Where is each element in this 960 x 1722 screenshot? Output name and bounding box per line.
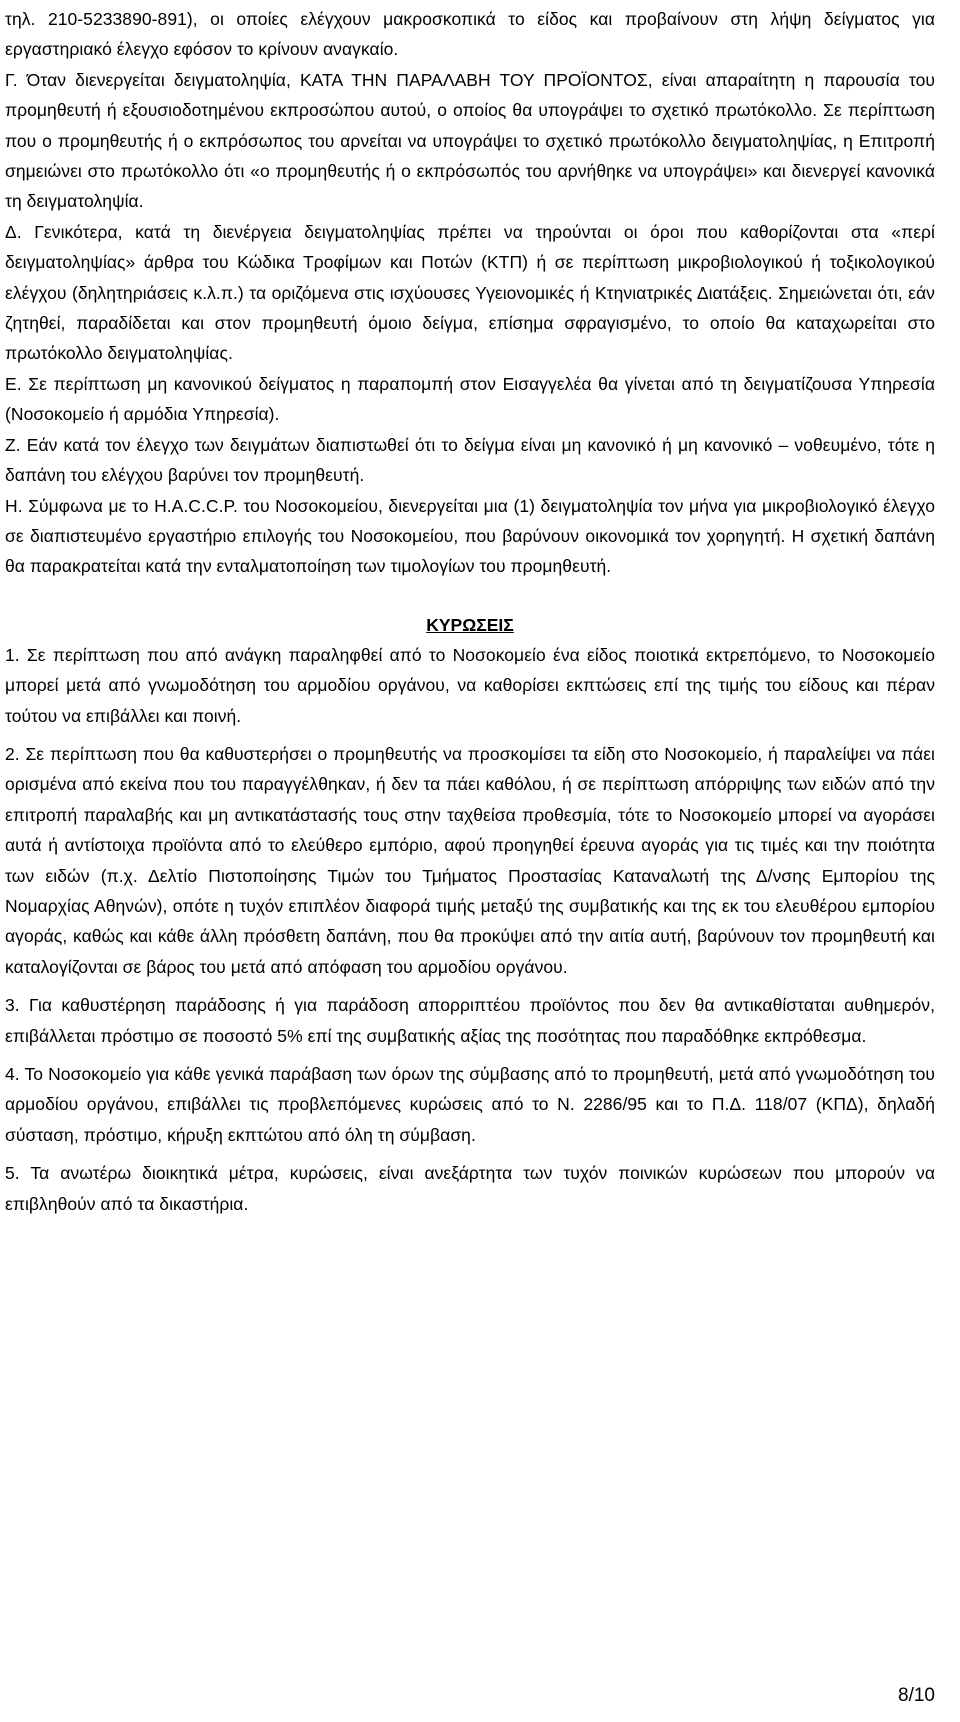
sanction-item-3: 3. Για καθυστέρηση παράδοσης ή για παράδοση απορριπτέου προϊόντος που δεν θα αντικαθίσταται αυθημερόν, επιβάλλεται πρόστιμο σε ποσοστό 5% επί της συμβατικής αξίας της ποσότητας που παραδόθηκε εκπρόθεσμα. xyxy=(5,995,935,1046)
sanction-item-5: 5. Τα ανωτέρω διοικητικά μέτρα, κυρώσεις, είναι ανεξάρτητα των τυχόν ποινικών κυρώσεων που μπορούν να επιβληθούν από τα δικαστήρια. xyxy=(5,1163,935,1214)
sanction-item-1: 1. Σε περίπτωση που από ανάγκη παραληφθεί από το Νοσοκομείο ένα είδος ποιοτικά εκτρεπόμενο, το Νοσοκομείο μπορεί μετά από γνωμοδότηση του αρμοδίου οργάνου, να καθορίσει εκπτώσεις επί της τιμής του είδους και πέραν τούτου να επιβάλλει και ποινή. xyxy=(5,644,935,726)
paragraph-epsilon: Ε. Σε περίπτωση μη κανονικού δείγματος η παραπομπή στον Εισαγγελέα θα γίνεται από τη δειγματίζουσα Υπηρεσία (Νοσοκομείο ή αρμόδια Υπηρεσία). xyxy=(5,373,935,425)
sanctions-heading: ΚΥΡΩΣΕΙΣ xyxy=(426,614,514,635)
paragraph-zeta: Ζ. Εάν κατά τον έλεγχο των δειγμάτων διαπιστωθεί ότι το δείγμα είναι μη κανονικό ή μη κανονικό – νοθευμένο, τότε η δαπάνη του ελέγχου βαρύνει τον προμηθευτή. xyxy=(5,434,935,486)
paragraph-phone-continuation: τηλ. 210-5233890-891), οι οποίες ελέγχουν μακροσκοπικά το είδος και προβαίνουν στη λήψη δείγματος για εργαστηριακό έλεγχο εφόσον το κρίνουν αναγκαίο. xyxy=(5,9,935,60)
paragraph-delta: Δ. Γενικότερα, κατά τη διενέργεια δειγματοληψίας πρέπει να τηρούνται οι όροι που καθορίζονται στα «περί δειγματοληψίας» άρθρα του Κώδικα Τροφίμων και Ποτών (ΚΤΠ) ή σε περίπτωση μικροβιολογικού ή τοξικολογικού ελέγχου (δηλητηριάσεις κ.λ.π.) τα οριζόμενα στις ισχύουσες Υγειονομικές ή Κτηνιατρικές Διατάξεις. Σημειώνεται ότι, εάν ζητηθεί, παραδίδεται και στον προμηθευτή όμοιο δείγμα, επίσημα σφραγισμένο, το οποίο θα καταχωρείται στο πρωτόκολλο δειγματοληψίας. xyxy=(5,221,935,364)
sanction-item-4: 4. Το Νοσοκομείο για κάθε γενικά παράβαση των όρων της σύμβασης από το προμηθευτή, μετά από γνωμοδότηση του αρμοδίου οργάνου, επιβάλλει τις προβλεπόμενες κυρώσεις από το Ν. 2286/95 και το Π.Δ. 118/07 (ΚΠΔ), δηλαδή σύσταση, πρόστιμο, κήρυξη εκπτώτου από όλη τη σύμβαση. xyxy=(5,1064,935,1145)
sanction-item-2: 2. Σε περίπτωση που θα καθυστερήσει ο προμηθευτής να προσκομίσει τα είδη στο Νοσοκομείο, ή παραλείψει να πάει ορισμένα από εκείνα που του παραγγέλθηκαν, ή δεν τα πάει καθόλου, ή σε περίπτωση απόρριψης των ειδών από την επιτροπή παραλαβής και μη αντικατάστασής τους στην ταχθείσα προθεσμία, τότε το Νοσοκομείο μπορεί να αγοράσει αυτά ή αντίστοιχα προϊόντα από το ελεύθερο εμπόριο, αφού προηγηθεί έρευνα αγοράς για τις τιμές και την ποιότητα των ειδών (π.χ. Δελτίο Πιστοποίησης Τιμών του Τμήματος Προστασίας Καταναλωτή της Δ/νσης Εμπορίου της Νομαρχίας Αθηνών), οπότε η τυχόν επιπλέον διαφορά τιμής μεταξύ της συμβατικής και της εκ του ελευθέρου εμπορίου αγοράς, καθώς και κάθε άλλη πρόσθετη δαπάνη, που θα προκύψει από την αιτία αυτή, βαρύνουν τον προμηθευτή και καταλογίζονται σε βάρος του μετά από απόφαση του αρμοδίου οργάνου. xyxy=(5,743,935,977)
paragraph-eta: Η. Σύμφωνα με το H.A.C.C.P. του Νοσοκομείου, διενεργείται μια (1) δειγματοληψία τον μήνα για μικροβιολογικό έλεγχο σε διαπιστευμένο εργαστήριο επιλογής του Νοσοκομείου, που βαρύνουν οικονομικά τον χορηγητή. Η σχετική δαπάνη θα παρακρατείται κατά την ενταλματοποίηση των τιμολογίων του προμηθευτή. xyxy=(5,495,935,577)
document-body xyxy=(5,4,935,1219)
paragraph-gamma: Γ. Όταν διενεργείται δειγματοληψία, ΚΑΤΑ ΤΗΝ ΠΑΡΑΛΑΒΗ ΤΟΥ ΠΡΟΪΟΝΤΟΣ, είναι απαραίτητη η παρουσία του προμηθευτή ή εξουσιοδοτημένου εκπροσώπου αυτού, ο οποίος θα υπογράψει το σχετικό πρωτόκολλο. Σε περίπτωση που ο προμηθευτής ή ο εκπρόσωπος του αρνείται να υπογράψει το σχετικό πρωτόκολλο δειγματοληψίας, η Επιτροπή σημειώνει στο πρωτόκολλο ότι «ο προμηθευτής ή ο εκπρόσωπός του αρνήθηκε να υπογράψει» και διενεργεί κανονικά τη δειγματοληψία. xyxy=(5,69,935,212)
page-number: 8/10 xyxy=(898,1685,935,1706)
